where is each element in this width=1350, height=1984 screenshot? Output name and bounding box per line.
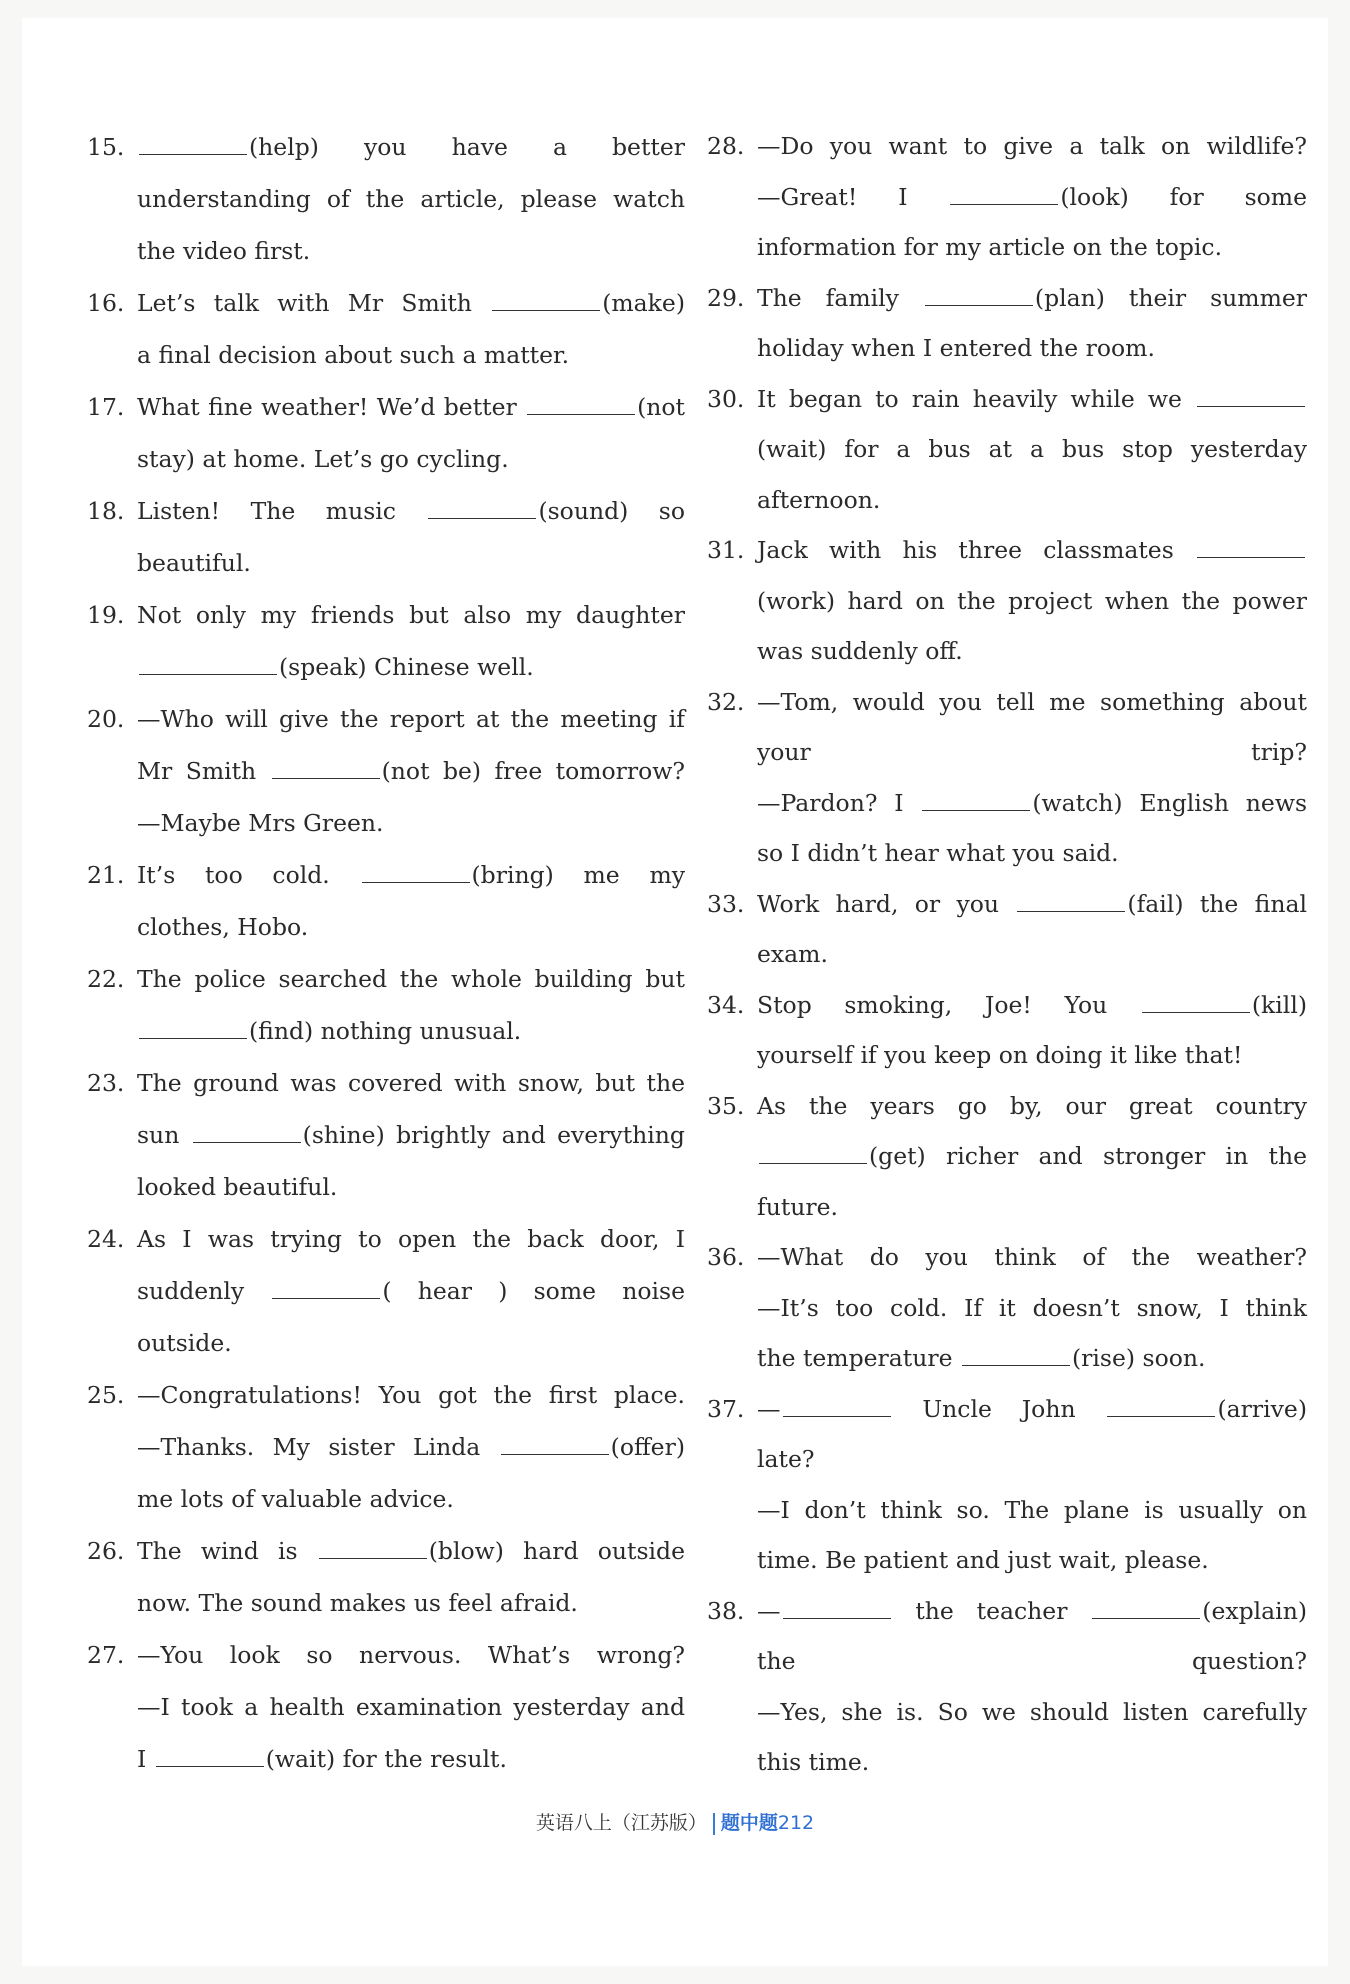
question-text: (sound) so [538,497,685,525]
answer-blank[interactable] [156,1744,264,1767]
question-text: (work) hard on the project when the power [757,586,1307,615]
question-line [137,277,685,329]
page-number: 212 [777,1812,815,1834]
question-line [137,953,685,1005]
question-line [757,1485,1307,1536]
answer-blank[interactable] [950,182,1058,205]
question-text: the video first. [137,237,311,265]
question-line [137,1109,685,1161]
question-line [137,121,685,173]
question-line [137,1421,685,1473]
question-16 [87,277,685,381]
answer-blank[interactable] [428,496,536,519]
question-line [757,1232,1307,1283]
question-text: the teacher [892,1596,1091,1625]
question-text: —It’s too cold. If it doesn’t snow, I think [757,1293,1307,1322]
question-line [757,1384,1307,1435]
question-text: Stop smoking, Joe! You [757,990,1140,1019]
question-line [757,576,1307,627]
question-number: 34. [707,990,745,1019]
question-20 [87,693,685,849]
answer-blank[interactable] [272,756,380,779]
question-number: 18. [87,497,125,525]
question-line [137,1473,685,1525]
question-line [757,727,1307,778]
question-text: the question? [757,1647,1307,1675]
question-text: looked beautiful. [137,1173,338,1201]
book-title: 英语八上（江苏版） [535,1812,707,1834]
question-line [757,475,1307,526]
document-page [22,18,1328,1966]
question-text: Work hard, or you [757,889,1016,918]
question-line [137,433,685,485]
question-35 [707,1081,1307,1233]
answer-blank[interactable] [362,860,470,883]
question-text: (wait) for a bus at a bus stop yesterday [757,435,1307,463]
question-text: the temperature [757,1344,960,1372]
question-line [757,1586,1307,1637]
question-33 [707,879,1307,980]
question-32 [707,677,1307,879]
question-text: What fine weather! We’d better [137,393,526,421]
question-number: 28. [707,132,745,160]
question-line [757,828,1307,879]
answer-blank[interactable] [1197,384,1305,407]
question-text: —Who will give the report at the meeting if [137,705,685,733]
question-text: (explain) [1202,1596,1307,1625]
question-text: The police searched the whole building but [137,965,685,993]
question-17 [87,381,685,485]
question-line [137,537,685,589]
question-line [757,1687,1307,1738]
question-text: (wait) for the result. [265,1745,507,1773]
question-line [757,929,1307,980]
question-text: It began to rain heavily while we [757,384,1195,413]
question-number: 16. [87,289,125,317]
question-15 [87,121,685,277]
answer-blank[interactable] [759,1141,867,1164]
question-text: this time. [757,1748,870,1776]
question-30 [707,374,1307,526]
question-number: 32. [707,687,745,716]
question-24 [87,1213,685,1369]
question-text: (find) nothing unusual. [249,1017,522,1045]
question-text: so I didn’t hear what you said. [757,839,1119,867]
question-number: 15. [87,133,125,161]
answer-blank[interactable] [492,288,600,311]
question-line [137,589,685,641]
question-text: (speak) Chinese well. [279,653,534,681]
question-text: Jack with his three classmates [757,536,1195,564]
question-text: time. Be patient and just wait, please. [757,1546,1209,1574]
question-text: understanding of the article, please watch [137,185,685,213]
question-line [137,485,685,537]
question-text: —I don’t think so. The plane is usually on [757,1495,1307,1524]
answer-blank[interactable] [139,652,277,675]
question-text: Mr Smith [137,757,270,785]
question-26 [87,1525,685,1629]
question-line [137,693,685,745]
question-text: (make) [602,289,685,317]
question-number: 38. [707,1596,745,1625]
question-line [137,1005,685,1057]
question-line [757,626,1307,677]
question-text: a final decision about such a matter. [137,341,570,369]
question-line [757,424,1307,475]
answer-blank[interactable] [319,1536,427,1559]
question-text: Let’s talk with Mr Smith [137,289,491,317]
question-text: —Thanks. My sister Linda [137,1433,499,1461]
question-line [137,901,685,953]
question-line [137,1733,685,1785]
question-line [757,1434,1307,1485]
series-brand: 题中题 [720,1812,778,1834]
answer-blank[interactable] [139,132,247,155]
answer-blank[interactable] [962,1343,1070,1366]
question-text: As I was trying to open the back door, I [137,1225,685,1253]
question-text: (fail) the final [1127,889,1307,918]
left-column [87,121,685,1785]
question-text: I [137,1745,154,1773]
question-number: 35. [707,1091,745,1120]
question-text: (blow) hard outside [428,1537,685,1565]
question-36 [707,1232,1307,1384]
question-text: —Yes, she is. So we should listen carefully [757,1697,1307,1726]
answer-blank[interactable] [1107,1394,1215,1417]
question-line [757,172,1307,223]
question-37 [707,1384,1307,1586]
question-line [137,329,685,381]
question-text: (plan) their summer [1034,283,1307,312]
question-line [757,121,1307,172]
question-line [757,1030,1307,1081]
answer-blank[interactable] [1092,1596,1200,1619]
question-text: exam. [757,940,828,968]
question-line [757,323,1307,374]
answer-blank[interactable] [1017,889,1125,912]
question-line [137,1057,685,1109]
question-line [137,797,685,849]
question-text: holiday when I entered the room. [757,334,1155,362]
question-line [137,1265,685,1317]
answer-blank[interactable] [1197,535,1305,558]
question-27 [87,1629,685,1785]
question-number: 22. [87,965,125,993]
question-number: 17. [87,393,125,421]
question-text: It’s too cold. [137,861,360,889]
question-number: 26. [87,1537,125,1565]
question-number: 20. [87,705,125,733]
question-text: —Congratulations! You got the first place. [137,1381,685,1409]
question-number: 29. [707,283,745,312]
question-line [757,1535,1307,1586]
question-text: was suddenly off. [757,637,963,665]
question-line [137,1369,685,1421]
question-number: 36. [707,1243,745,1271]
question-number: 19. [87,601,125,629]
question-text: Uncle John [892,1394,1106,1423]
question-line [137,225,685,277]
question-text: clothes, Hobo. [137,913,309,941]
question-text: outside. [137,1329,232,1357]
question-line [757,1333,1307,1384]
question-text: As the years go by, our great country [757,1091,1307,1120]
question-line [137,381,685,433]
question-line [137,1525,685,1577]
question-text: —Tom, would you tell me something about [757,687,1307,716]
question-text: —Great! I [757,182,949,211]
question-text: (help) you have a better [249,133,685,161]
footer-divider [713,1813,715,1835]
question-text: stay) at home. Let’s go cycling. [137,445,509,473]
question-line [757,1737,1307,1788]
question-text: (watch) English news [1032,788,1308,817]
question-31 [707,525,1307,677]
question-number: 23. [87,1069,125,1097]
question-text: The ground was covered with snow, but the [137,1069,685,1097]
question-number: 37. [707,1394,745,1423]
question-line [757,980,1307,1031]
question-text: me lots of valuable advice. [137,1485,454,1513]
question-text: Listen! The music [137,497,427,525]
question-line [137,1317,685,1369]
question-18 [87,485,685,589]
question-line [757,1131,1307,1182]
question-line [137,1577,685,1629]
question-text: late? [757,1445,815,1473]
question-34 [707,980,1307,1081]
question-text: sun [137,1121,191,1149]
question-line [137,1161,685,1213]
question-line [137,849,685,901]
question-text: information for my article on the topic. [757,233,1223,261]
question-line [757,677,1307,728]
question-line [137,1629,685,1681]
question-text: —You look so nervous. What’s wrong? [137,1641,685,1669]
question-text: (offer) [610,1433,685,1461]
question-23 [87,1057,685,1213]
question-29 [707,273,1307,374]
question-21 [87,849,685,953]
question-19 [87,589,685,693]
question-text: your trip? [757,738,1307,766]
question-text: (rise) soon. [1071,1344,1206,1372]
question-text: Not only my friends but also my daughter [137,601,685,629]
answer-blank[interactable] [272,1276,380,1299]
question-text: The family [757,283,923,312]
question-text: (not be) free tomorrow? [381,757,685,785]
question-line [757,879,1307,930]
question-text: yourself if you keep on doing it like that! [757,1041,1243,1069]
question-38 [707,1586,1307,1788]
question-text: (arrive) [1217,1394,1307,1423]
question-number: 31. [707,536,745,564]
answer-blank[interactable] [501,1432,609,1455]
question-text: —I took a health examination yesterday and [137,1693,685,1721]
question-text: now. The sound makes us feel afraid. [137,1589,578,1617]
answer-blank[interactable] [1142,990,1250,1013]
question-text: (not [637,393,685,421]
question-text: (kill) [1251,990,1307,1019]
question-text: suddenly [137,1277,271,1305]
question-text: —Do you want to give a talk on wildlife? [757,132,1307,160]
question-line [757,525,1307,576]
right-column [707,121,1307,1788]
question-text: afternoon. [757,485,881,514]
answer-blank[interactable] [527,392,635,415]
answer-blank[interactable] [922,788,1030,811]
question-text: (shine) brightly and everything [302,1121,685,1149]
question-text: —Maybe Mrs Green. [137,809,384,837]
question-number: 21. [87,861,125,889]
question-line [137,173,685,225]
answer-blank[interactable] [139,1016,247,1039]
answer-blank[interactable] [783,1596,891,1619]
question-22 [87,953,685,1057]
question-line [757,374,1307,425]
answer-blank[interactable] [783,1394,891,1417]
question-text: ( hear ) some noise [382,1277,685,1305]
question-line [137,1681,685,1733]
question-25 [87,1369,685,1525]
answer-blank[interactable] [925,283,1033,306]
question-text: (bring) me my [471,861,685,889]
question-line [757,222,1307,273]
question-line [757,1081,1307,1132]
question-line [757,1182,1307,1233]
answer-blank[interactable] [193,1120,301,1143]
question-number: 24. [87,1225,125,1253]
question-line [757,273,1307,324]
question-text: beautiful. [137,549,251,577]
question-text: (look) for some [1060,182,1307,211]
question-number: 30. [707,384,745,413]
question-text: —What do you think of the weather? [757,1243,1307,1271]
question-number: 27. [87,1641,125,1669]
question-line [757,1636,1307,1687]
question-line [137,745,685,797]
question-number: 25. [87,1381,125,1409]
question-number: 33. [707,889,745,918]
question-line [757,778,1307,829]
page-footer [22,1808,1328,1835]
question-text: — [757,1394,781,1423]
question-text: (get) richer and stronger in the [869,1142,1307,1170]
question-text: future. [757,1192,839,1221]
question-line [757,1283,1307,1334]
question-line [137,1213,685,1265]
question-text: The wind is [137,1537,317,1565]
question-line [137,641,685,693]
question-28 [707,121,1307,273]
question-text: — [757,1596,781,1625]
question-text: —Pardon? I [757,788,921,817]
